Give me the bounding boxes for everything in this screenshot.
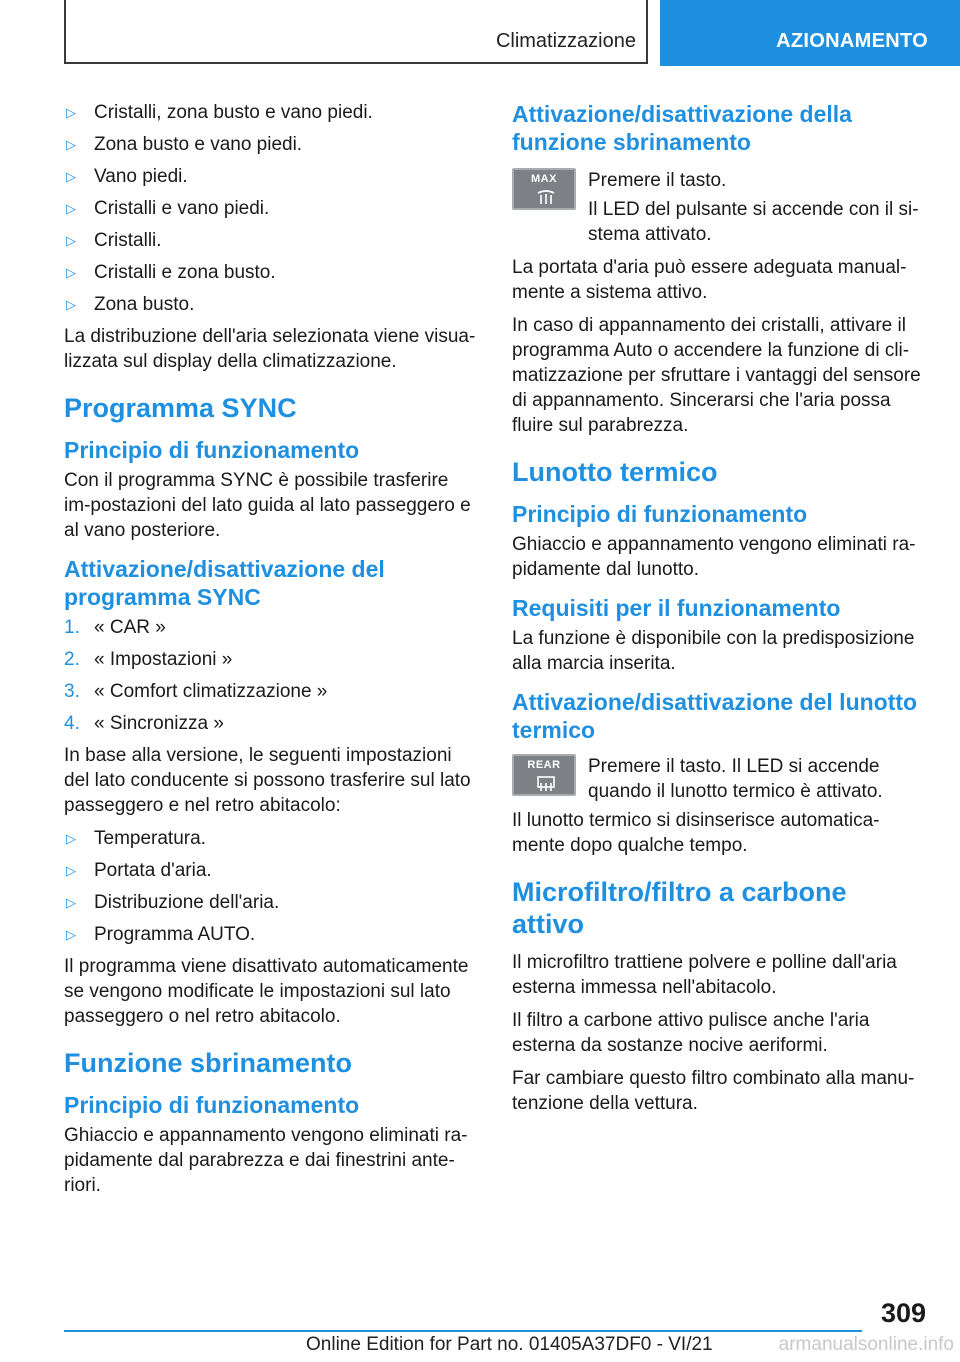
triangle-bullet-icon: ▷ <box>66 927 76 942</box>
triangle-bullet-icon: ▷ <box>66 137 76 152</box>
filter-paragraph-1: Il microfiltro trattiene polvere e polline dall'aria esterna immessa nell'abitacolo. <box>512 952 897 998</box>
defrost-activation-heading: Attivazione/disattivazione della funzione sbrinamento <box>512 101 852 155</box>
filter-heading: Microfiltro/filtro a carbone attivo <box>512 877 847 939</box>
version-paragraph: In base alla versione, le seguenti impostazioni del lato conducente si possono trasferire sul lato passeggero e nel retro abitacolo: <box>64 745 471 816</box>
airflow-paragraph: La portata d'aria può essere adeguata manual-mente a sistema attivo. <box>512 257 907 303</box>
rear-defrost-button-icon: REAR <box>512 754 576 796</box>
list-item: ▷ Distribuzione dell'aria. <box>66 892 280 913</box>
sync-steps-list <box>64 615 478 736</box>
defrost-heading: Funzione sbrinamento <box>64 1048 353 1078</box>
list-item: 2. « Impostazioni » <box>64 649 233 670</box>
airflow-options-list <box>64 100 478 317</box>
rear-principle-paragraph: Ghiaccio e appannamento vengono eliminati ra-pidamente dal lunotto. <box>512 534 916 580</box>
rear-requirements-heading: Requisiti per il funzionamento <box>512 595 841 621</box>
sync-heading: Programma SYNC <box>64 393 297 423</box>
rear-button-block <box>512 754 926 804</box>
rear-window-heading: Lunotto termico <box>512 457 718 487</box>
triangle-bullet-icon: ▷ <box>66 863 76 878</box>
filter-paragraph-2: Il filtro a carbone attivo pulisce anche l'aria esterna da sostanze nocive aeriformi. <box>512 1010 870 1056</box>
triangle-bullet-icon: ▷ <box>66 233 76 248</box>
defrost-principle-paragraph: Ghiaccio e appannamento vengono eliminati ra-pidamente dal parabrezza e dai finestrini ante-riori. <box>64 1125 468 1196</box>
triangle-bullet-icon: ▷ <box>66 105 76 120</box>
list-item: ▷ Cristalli e vano piedi. <box>66 198 270 219</box>
rear-auto-paragraph: Il lunotto termico si disinserisce automatica-mente dopo qualche tempo. <box>512 810 880 856</box>
triangle-bullet-icon: ▷ <box>66 895 76 910</box>
list-item: ▷ Zona busto e vano piedi. <box>66 134 303 155</box>
triangle-bullet-icon: ▷ <box>66 297 76 312</box>
edition-text: Online Edition for Part no. 01405A37DF0 - VI/21 <box>306 1334 713 1355</box>
left-column <box>64 100 478 1206</box>
list-item: 4. « Sincronizza » <box>64 713 224 734</box>
watermark-text: armanualsonline.info <box>778 1334 954 1355</box>
triangle-bullet-icon: ▷ <box>66 831 76 846</box>
rear-window-heater-icon <box>536 773 556 793</box>
sync-principle-heading: Principio di funzionamento <box>64 437 360 463</box>
deactivate-paragraph: Il programma viene disattivato automaticamente se vengono modificate le impostazioni sul lato passeggero o nel retro abitacolo. <box>64 956 469 1027</box>
max-button-block <box>512 168 926 247</box>
triangle-bullet-icon: ▷ <box>66 265 76 280</box>
rear-activation-heading: Attivazione/disattivazione del lunotto termico <box>512 689 918 743</box>
list-item: ▷ Cristalli. <box>66 230 162 251</box>
list-item: 1. « CAR » <box>64 617 166 638</box>
header-section-box <box>660 0 960 66</box>
list-item: 3. « Comfort climatizzazione » <box>64 681 328 702</box>
triangle-bullet-icon: ▷ <box>66 169 76 184</box>
list-item: ▷ Cristalli e zona busto. <box>66 262 276 283</box>
section-title: AZIONAMENTO <box>776 30 928 52</box>
list-item: ▷ Cristalli, zona busto e vano piedi. <box>66 102 373 123</box>
windshield-heater-icon <box>536 187 556 207</box>
list-item: ▷ Vano piedi. <box>66 166 188 187</box>
page-number: 309 <box>880 1298 926 1328</box>
max-defrost-button-icon: MAX <box>512 168 576 210</box>
right-column <box>512 100 926 1124</box>
rear-principle-heading: Principio di funzionamento <box>512 501 808 527</box>
list-item: ▷ Temperatura. <box>66 828 206 849</box>
led-paragraph: Il LED del pulsante si accende con il si-stema attivato. <box>588 199 919 245</box>
footer-divider <box>64 1330 862 1332</box>
filter-paragraph-3: Far cambiare questo filtro combinato alla manu-tenzione della vettura. <box>512 1068 915 1114</box>
press-key-paragraph: Premere il tasto. <box>588 170 727 191</box>
defrost-principle-heading: Principio di funzionamento <box>64 1092 360 1118</box>
distribution-paragraph: La distribuzione dell'aria selezionata viene visua-lizzata sul display della climatizzazione. <box>64 326 476 372</box>
list-item: ▷ Programma AUTO. <box>66 924 256 945</box>
triangle-bullet-icon: ▷ <box>66 201 76 216</box>
list-item: ▷ Portata d'aria. <box>66 860 212 881</box>
fogging-paragraph: In caso di appannamento dei cristalli, attivare il programma Auto o accendere la funzione di cli-matizzazione per sfruttare i vantaggi del sensore di appannamento. Sincerarsi che l'aria possa fluire sul parabrezza. <box>512 315 921 436</box>
header-chapter-box <box>64 0 648 64</box>
rear-requirements-paragraph: La funzione è disponibile con la predisposizione alla marcia inserita. <box>512 628 915 674</box>
chapter-title: Climatizzazione <box>495 30 636 52</box>
sync-principle-paragraph: Con il programma SYNC è possibile trasferire im-postazioni del lato guida al lato passeggero e al vano posteriore. <box>64 470 471 541</box>
list-item: ▷ Zona busto. <box>66 294 195 315</box>
transfer-settings-list <box>64 826 478 947</box>
rear-press-paragraph: Premere il tasto. Il LED si accende quando il lunotto termico è attivato. <box>588 756 883 802</box>
sync-activation-heading: Attivazione/disattivazione del programma SYNC <box>64 556 385 610</box>
